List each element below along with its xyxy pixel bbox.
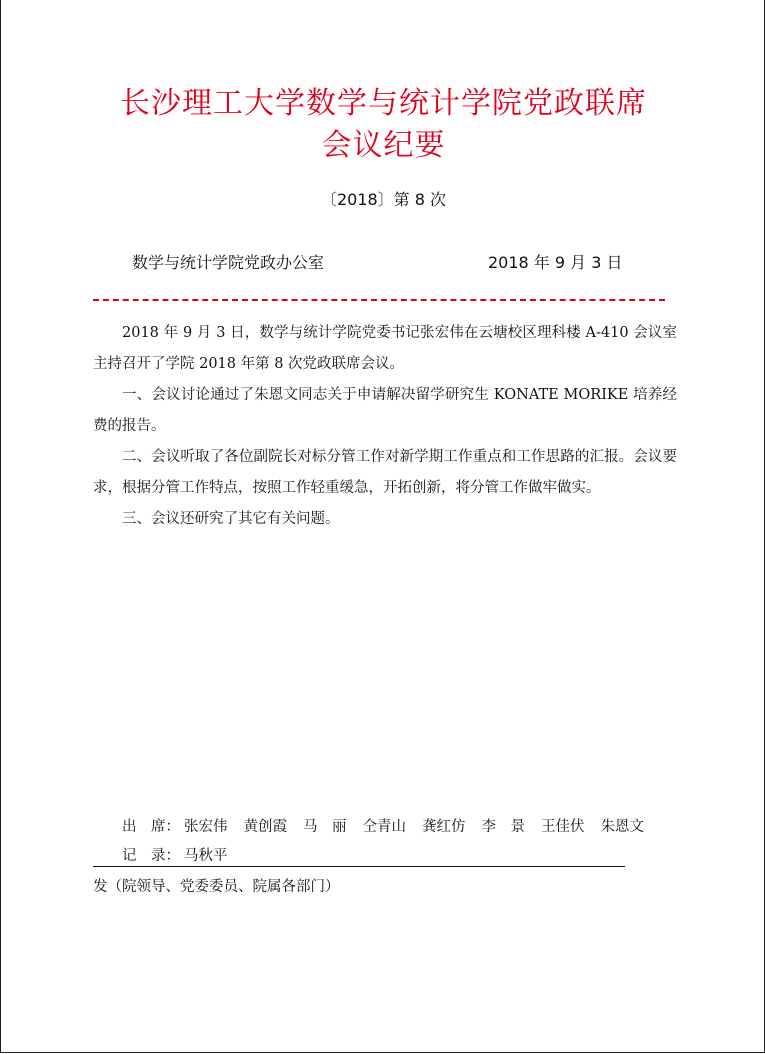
- issue-date: 2018 年 9 月 3 日: [488, 253, 623, 272]
- attendee-name: 马 丽: [303, 819, 347, 835]
- document-title-line1: 长沙理工大学数学与统计学院党政联席: [120, 86, 647, 121]
- minutes-body: [93, 318, 677, 535]
- issue-number: 〔2018〕第 8 次: [320, 190, 447, 209]
- attendee-name: 龚红仿: [422, 819, 466, 835]
- issuing-office: 数学与统计学院党政办公室: [132, 253, 325, 272]
- attendees-label: 出 席：: [122, 819, 180, 835]
- attendee-name: 仝青山: [362, 819, 406, 835]
- body-paragraph: 2018 年 9 月 3 日，数学与统计学院党委书记张宏伟在云塘校区理科楼 A-410 会议室主持召开了学院 2018 年第 8 次党政联席会议。: [93, 325, 677, 372]
- attendee-name: 黄创霞: [243, 819, 287, 835]
- document-title-line2: 会议纪要: [321, 128, 446, 163]
- distribution-line: 发（院领导、党委委员、院属各部门）: [93, 879, 340, 895]
- attendee-name: 朱恩文: [600, 819, 644, 835]
- recorder-name: 马秋平: [184, 848, 228, 864]
- footer-divider: [93, 866, 625, 867]
- attendees-line: [122, 814, 682, 840]
- attendee-name: 李 景: [481, 819, 525, 835]
- attendee-name: 张宏伟: [184, 819, 228, 835]
- body-paragraph: 一、会议讨论通过了朱恩文同志关于申请解决留学研究生 KONATE MORIKE 培养经费的报告。: [93, 387, 677, 434]
- recorder-label: 记 录：: [122, 848, 180, 864]
- body-paragraph: 三、会议还研究了其它有关问题。: [122, 511, 340, 527]
- red-divider: [93, 299, 665, 301]
- attendee-name: 王佳伏: [541, 819, 585, 835]
- body-paragraph: 二、会议听取了各位副院长对标分管工作对新学期工作重点和工作思路的汇报。会议要求，根据分管工作特点，按照工作轻重缓急，开拓创新，将分管工作做牢做实。: [93, 449, 677, 496]
